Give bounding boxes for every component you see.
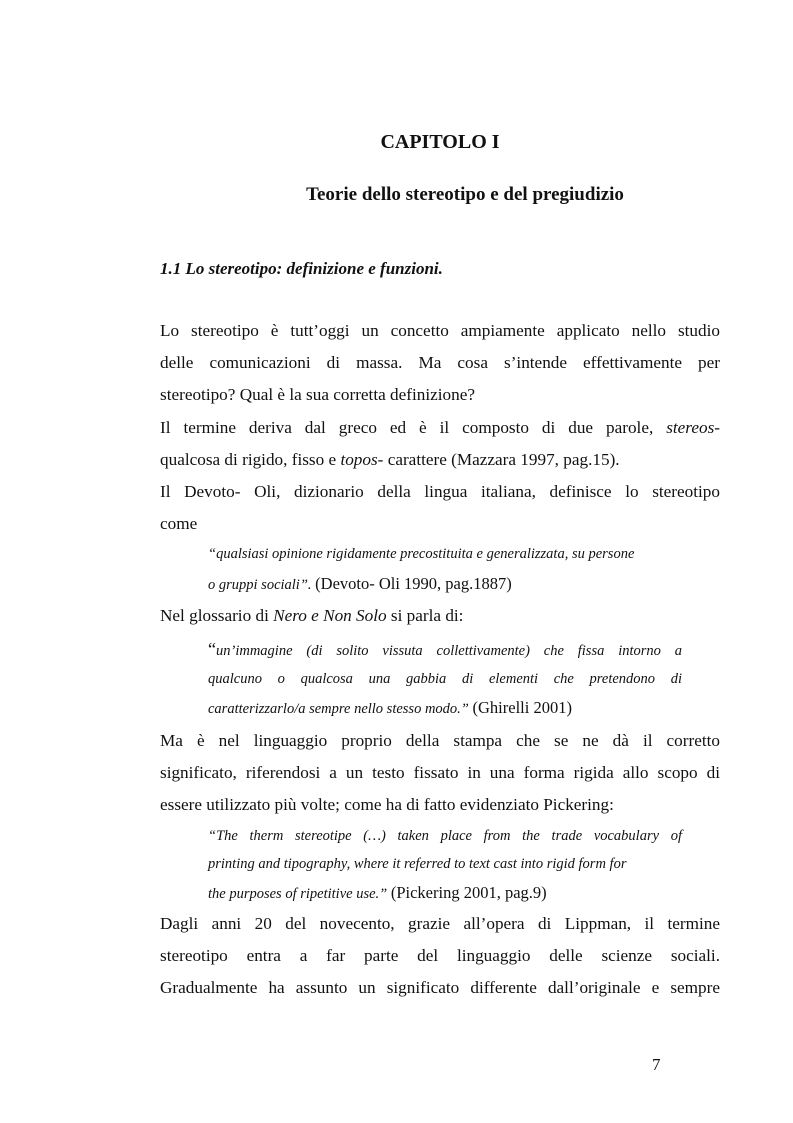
quote-text: o gruppi sociali”. [208, 577, 312, 593]
body-line: stereotipo entra a far parte del linguaggio delle scienze sociali. [160, 946, 720, 965]
body-line: Gradualmente ha assunto un significato differente dall’originale e sempre [160, 978, 720, 997]
chapter-label: CAPITOLO I [380, 131, 500, 153]
body-line [160, 417, 720, 439]
body-text: qualcosa di rigido, fisso e [160, 450, 337, 469]
body-text: Il termine deriva dal greco ed è il composto di due parole, [160, 418, 654, 437]
quote-citation: (Ghirelli 2001) [472, 698, 572, 717]
body-line: Dagli anni 20 del novecento, grazie all’opera di Lippman, il termine [160, 914, 720, 933]
page-number: 7 [652, 1055, 661, 1074]
quote-citation: (Pickering 2001, pag.9) [390, 883, 547, 902]
chapter-title: Teorie dello stereotipo e del pregiudizio [306, 184, 624, 205]
body-line: essere utilizzato più volte; come ha di fatto evidenziato Pickering: [160, 795, 614, 814]
body-italic: stereos- [666, 418, 720, 437]
body-italic: topos- [340, 450, 384, 469]
body-line: Ma è nel linguaggio proprio della stampa che se ne dà il corretto [160, 731, 720, 750]
quote-line: qualcuno o qualcosa una gabbia di elementi che pretendono di [208, 671, 682, 687]
body-line: come [160, 514, 198, 533]
section-heading: 1.1 Lo stereotipo: definizione e funzioni. [160, 259, 443, 278]
body-line: significato, riferendosi a un testo fissato in una forma rigida allo scopo di [160, 763, 720, 782]
quote-line [208, 573, 512, 596]
quote-line [208, 882, 547, 905]
quote-line: “The therm stereotipe (…) taken place from the trade vocabulary of [208, 828, 682, 844]
body-line: stereotipo? Qual è la sua corretta definizione? [160, 385, 475, 404]
body-text: carattere (Mazzara 1997, pag.15). [387, 450, 620, 469]
quote-line: “qualsiasi opinione rigidamente precostituita e generalizzata, su persone [208, 546, 635, 562]
quote-text: caratterizzarlo/a sempre nello stesso modo.” [208, 701, 469, 717]
body-line: Lo stereotipo è tutt’oggi un concetto ampiamente applicato nello studio [160, 321, 720, 340]
quote-text: un’immagine (di solito vissuta collettivamente) che fissa intorno a [216, 643, 682, 659]
body-text: Nel glossario di [160, 606, 269, 625]
quote-line: printing and tipography, where it referred to text cast into rigid form for [208, 856, 627, 872]
quote-line [208, 697, 572, 720]
body-italic: Nero e Non Solo [273, 606, 387, 625]
body-line [160, 605, 720, 627]
quote-citation: (Devoto- Oli 1990, pag.1887) [315, 574, 512, 593]
body-text: si parla di: [390, 606, 464, 625]
body-line: Il Devoto- Oli, dizionario della lingua italiana, definisce lo stereotipo [160, 482, 720, 501]
quote-open-mark: “ [208, 639, 216, 659]
body-line: delle comunicazioni di massa. Ma cosa s’intende effettivamente per [160, 353, 720, 372]
quote-text: the purposes of ripetitive use.” [208, 886, 388, 902]
quote-line [208, 638, 682, 662]
body-line [160, 449, 720, 471]
